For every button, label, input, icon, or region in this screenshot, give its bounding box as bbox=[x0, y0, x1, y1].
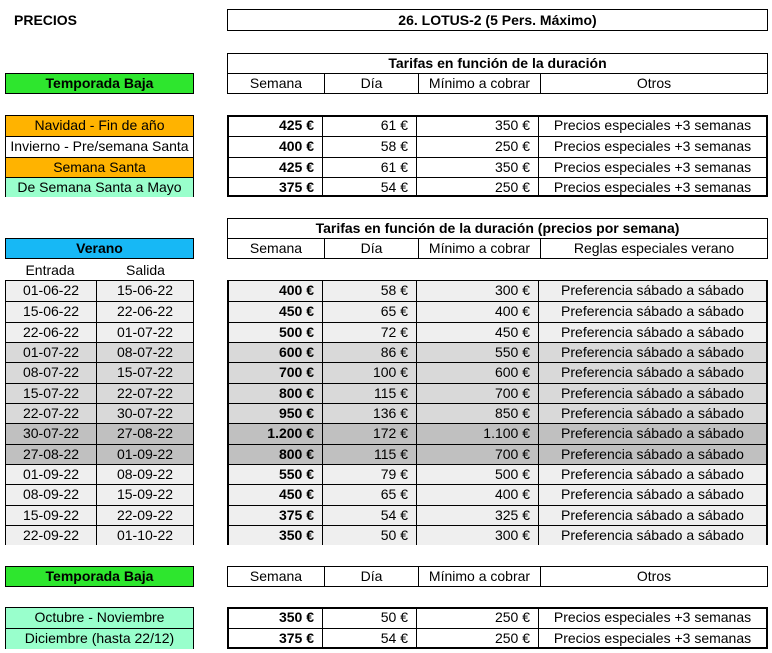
col-header-minimo: Mínimo a cobrar bbox=[418, 74, 540, 93]
table-row bbox=[229, 157, 766, 177]
salida-date: 08-09-22 bbox=[116, 466, 174, 482]
cell-minimo: 250 € bbox=[417, 178, 539, 197]
col-header-dia: Día bbox=[324, 239, 418, 258]
cell-dia: 58 € bbox=[323, 137, 417, 157]
cell-minimo: 250 € bbox=[417, 629, 539, 649]
date-row bbox=[6, 444, 193, 464]
salida-date: 22-07-22 bbox=[116, 385, 174, 401]
cell-reglas: Preferencia sábado a sábado bbox=[561, 527, 744, 543]
cell-dia: 65 € bbox=[323, 302, 417, 322]
cell-minimo: 600 € bbox=[417, 363, 539, 383]
table-row bbox=[229, 362, 766, 383]
entrada-date: 01-07-22 bbox=[6, 343, 97, 362]
salida-date: 08-07-22 bbox=[116, 344, 174, 360]
cell-dia: 61 € bbox=[323, 158, 417, 177]
season-label-baja-1: Temporada Baja bbox=[5, 73, 194, 94]
salida-date: 22-09-22 bbox=[116, 507, 174, 523]
table-row bbox=[229, 628, 766, 649]
season-name: De Semana Santa a Mayo bbox=[6, 177, 193, 197]
cell-dia: 115 € bbox=[323, 445, 417, 464]
salida-date: 01-09-22 bbox=[116, 446, 174, 462]
cell-semana: 800 € bbox=[229, 384, 323, 403]
table-row bbox=[229, 403, 766, 423]
cell-reglas: Preferencia sábado a sábado bbox=[561, 446, 744, 462]
cell-semana: 350 € bbox=[229, 526, 323, 545]
cell-semana: 375 € bbox=[229, 178, 323, 197]
cell-dia: 86 € bbox=[323, 343, 417, 362]
salida-date: 30-07-22 bbox=[116, 405, 174, 421]
table-row bbox=[229, 322, 766, 342]
cell-semana: 425 € bbox=[229, 158, 323, 177]
entrada-date: 15-06-22 bbox=[6, 302, 97, 322]
table-row bbox=[229, 608, 766, 628]
entrada-date: 08-09-22 bbox=[6, 485, 97, 505]
cell-semana: 800 € bbox=[229, 445, 323, 464]
table-row bbox=[229, 484, 766, 505]
date-row bbox=[6, 322, 193, 342]
section3-header-row bbox=[227, 566, 768, 587]
cell-minimo: 500 € bbox=[417, 465, 539, 484]
table-row bbox=[229, 136, 766, 157]
cell-semana: 550 € bbox=[229, 465, 323, 484]
section1-header-row bbox=[227, 73, 768, 94]
cell-semana: 400 € bbox=[229, 281, 323, 301]
cell-minimo: 1.100 € bbox=[417, 424, 539, 444]
entrada-date: 01-09-22 bbox=[6, 465, 97, 484]
entrada-date: 27-08-22 bbox=[6, 445, 97, 464]
entrada-header: Entrada bbox=[25, 262, 75, 278]
cell-semana: 600 € bbox=[229, 343, 323, 362]
date-row bbox=[6, 301, 193, 322]
cell-semana: 950 € bbox=[229, 404, 323, 423]
cell-reglas: Preferencia sábado a sábado bbox=[561, 324, 744, 340]
salida-date: 15-09-22 bbox=[116, 486, 174, 502]
cell-reglas: Preferencia sábado a sábado bbox=[561, 303, 744, 319]
cell-semana: 450 € bbox=[229, 302, 323, 322]
cell-semana: 375 € bbox=[229, 506, 323, 525]
date-row bbox=[6, 383, 193, 403]
cell-dia: 65 € bbox=[323, 485, 417, 505]
cell-minimo: 450 € bbox=[417, 323, 539, 342]
col-header-reglas: Reglas especiales verano bbox=[540, 239, 767, 258]
cell-minimo: 350 € bbox=[417, 116, 539, 136]
cell-minimo: 300 € bbox=[417, 526, 539, 545]
season-label-verano: Verano bbox=[5, 238, 194, 259]
cell-minimo: 250 € bbox=[417, 137, 539, 157]
section1-heading: Tarifas en función de la duración bbox=[227, 53, 768, 74]
salida-date: 15-07-22 bbox=[116, 364, 174, 380]
table-row bbox=[229, 383, 766, 403]
date-row bbox=[6, 281, 193, 301]
entrada-date: 22-09-22 bbox=[6, 526, 97, 545]
cell-dia: 172 € bbox=[323, 424, 417, 444]
table-row bbox=[229, 423, 766, 444]
cell-otros: Precios especiales +3 semanas bbox=[553, 117, 752, 133]
cell-reglas: Preferencia sábado a sábado bbox=[561, 507, 744, 523]
table-row bbox=[229, 281, 766, 301]
salida-date: 01-07-22 bbox=[116, 324, 174, 340]
entrada-date: 01-06-22 bbox=[6, 281, 97, 301]
date-row bbox=[6, 505, 193, 525]
col-header-semana: Semana bbox=[249, 240, 303, 256]
cell-dia: 58 € bbox=[323, 281, 417, 301]
cell-reglas: Preferencia sábado a sábado bbox=[561, 282, 744, 298]
table-row bbox=[229, 444, 766, 464]
season-name: Octubre - Noviembre bbox=[6, 608, 193, 628]
season-label-baja-2: Temporada Baja bbox=[5, 566, 194, 587]
salida-date: 01-10-22 bbox=[116, 527, 174, 543]
cell-reglas: Preferencia sábado a sábado bbox=[561, 385, 744, 401]
salida-date: 15-06-22 bbox=[116, 282, 174, 298]
cell-semana: 425 € bbox=[229, 116, 323, 136]
cell-dia: 54 € bbox=[323, 178, 417, 197]
cell-minimo: 250 € bbox=[417, 608, 539, 628]
entrada-date: 08-07-22 bbox=[6, 363, 97, 383]
entrada-date: 15-09-22 bbox=[6, 506, 97, 525]
cell-semana: 450 € bbox=[229, 485, 323, 505]
cell-dia: 50 € bbox=[323, 608, 417, 628]
section2-heading: Tarifas en función de la duración (precios por semana) bbox=[227, 218, 768, 239]
table-row bbox=[229, 505, 766, 525]
cell-semana: 400 € bbox=[229, 137, 323, 157]
cell-reglas: Preferencia sábado a sábado bbox=[561, 364, 744, 380]
cell-otros: Precios especiales +3 semanas bbox=[553, 179, 752, 195]
cell-minimo: 400 € bbox=[417, 302, 539, 322]
table-row bbox=[229, 301, 766, 322]
precios-label: PRECIOS bbox=[14, 12, 78, 28]
cell-otros: Precios especiales +3 semanas bbox=[553, 138, 752, 154]
cell-reglas: Preferencia sábado a sábado bbox=[561, 425, 744, 441]
cell-minimo: 300 € bbox=[417, 281, 539, 301]
col-header-dia: Día bbox=[324, 567, 418, 586]
table-row bbox=[229, 464, 766, 484]
cell-semana: 375 € bbox=[229, 629, 323, 649]
entrada-date: 22-06-22 bbox=[6, 323, 97, 342]
cell-dia: 79 € bbox=[323, 465, 417, 484]
cell-dia: 54 € bbox=[323, 629, 417, 649]
cell-reglas: Preferencia sábado a sábado bbox=[561, 486, 744, 502]
season-name: Semana Santa bbox=[6, 157, 193, 177]
cell-dia: 72 € bbox=[323, 323, 417, 342]
cell-dia: 100 € bbox=[323, 363, 417, 383]
cell-otros: Precios especiales +3 semanas bbox=[553, 630, 752, 646]
cell-reglas: Preferencia sábado a sábado bbox=[561, 466, 744, 482]
cell-otros: Precios especiales +3 semanas bbox=[553, 609, 752, 625]
date-row bbox=[6, 403, 193, 423]
table-row bbox=[229, 177, 766, 197]
col-header-otros: Otros bbox=[540, 74, 767, 93]
date-row bbox=[6, 484, 193, 505]
cell-minimo: 400 € bbox=[417, 485, 539, 505]
season-name: Invierno - Pre/semana Santa bbox=[6, 136, 193, 157]
col-header-minimo: Mínimo a cobrar bbox=[418, 239, 540, 258]
cell-dia: 54 € bbox=[323, 506, 417, 525]
col-header-dia: Día bbox=[324, 74, 418, 93]
cell-minimo: 700 € bbox=[417, 445, 539, 464]
season-name: Diciembre (hasta 22/12) bbox=[6, 628, 193, 649]
season-name: Navidad - Fin de año bbox=[6, 116, 193, 136]
cell-reglas: Preferencia sábado a sábado bbox=[561, 405, 744, 421]
cell-semana: 500 € bbox=[229, 323, 323, 342]
cell-minimo: 325 € bbox=[417, 506, 539, 525]
salida-date: 22-06-22 bbox=[116, 303, 174, 319]
salida-date: 27-08-22 bbox=[116, 425, 174, 441]
cell-semana: 1.200 € bbox=[229, 424, 323, 444]
salida-header: Salida bbox=[126, 262, 165, 278]
date-row bbox=[6, 342, 193, 362]
section2-header-row bbox=[227, 238, 768, 259]
cell-dia: 136 € bbox=[323, 404, 417, 423]
cell-minimo: 550 € bbox=[417, 343, 539, 362]
date-row bbox=[6, 525, 193, 545]
entrada-date: 15-07-22 bbox=[6, 384, 97, 403]
cell-semana: 700 € bbox=[229, 363, 323, 383]
cell-semana: 350 € bbox=[229, 608, 323, 628]
entrada-date: 30-07-22 bbox=[6, 424, 97, 444]
cell-otros: Precios especiales +3 semanas bbox=[553, 159, 752, 175]
col-header-semana: Semana bbox=[249, 75, 303, 91]
cell-dia: 115 € bbox=[323, 384, 417, 403]
table-row bbox=[229, 116, 766, 136]
table-row bbox=[229, 525, 766, 545]
cell-reglas: Preferencia sábado a sábado bbox=[561, 344, 744, 360]
cell-dia: 61 € bbox=[323, 116, 417, 136]
date-row bbox=[6, 464, 193, 484]
property-title: 26. LOTUS-2 (5 Pers. Máximo) bbox=[227, 9, 768, 31]
cell-dia: 50 € bbox=[323, 526, 417, 545]
table-row bbox=[229, 342, 766, 362]
date-row bbox=[6, 362, 193, 383]
col-header-semana: Semana bbox=[249, 568, 303, 584]
col-header-minimo: Mínimo a cobrar bbox=[418, 567, 540, 586]
cell-minimo: 350 € bbox=[417, 158, 539, 177]
cell-minimo: 700 € bbox=[417, 384, 539, 403]
cell-minimo: 850 € bbox=[417, 404, 539, 423]
entrada-date: 22-07-22 bbox=[6, 404, 97, 423]
col-header-otros: Otros bbox=[540, 567, 767, 586]
date-row bbox=[6, 423, 193, 444]
